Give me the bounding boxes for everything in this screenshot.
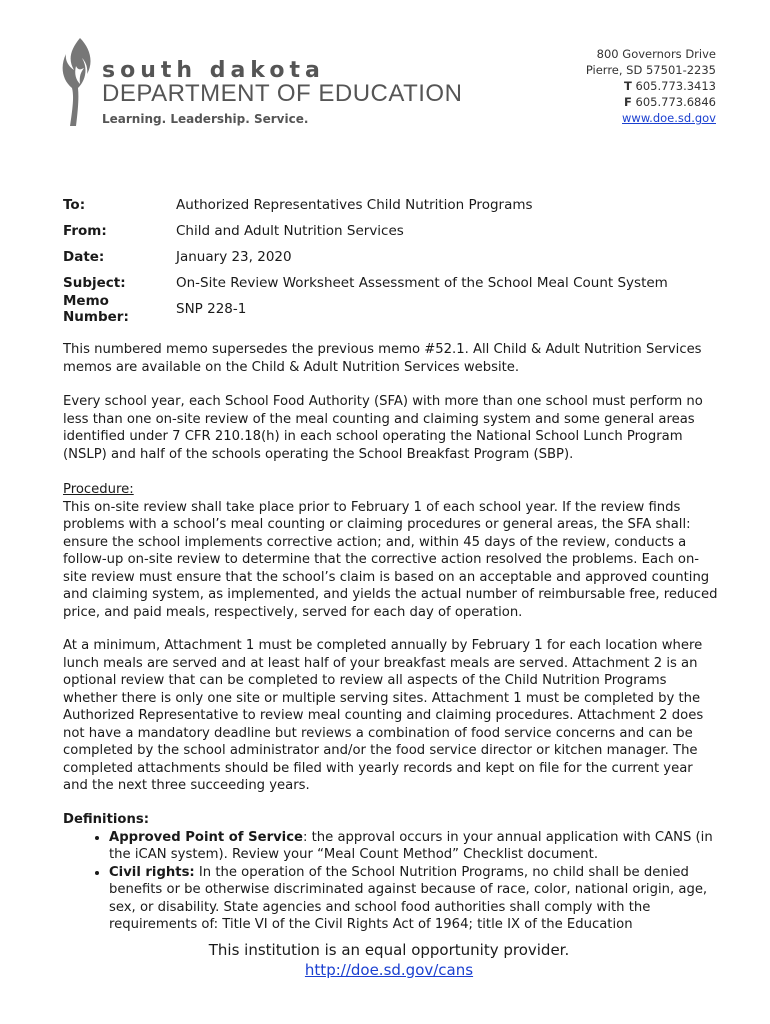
to-value: Authorized Representatives Child Nutrition Programs (176, 197, 533, 213)
paragraph-4: At a minimum, Attachment 1 must be completed annually by February 1 for each location where lunch meals are served and at least half of your breakfast meals are served. Attachment 2 is an optional review that can be completed to review all aspects of the Child Nutrition Programs whether there is only one site or multiple serving sites. Attachment 1 must be completed by the Authorized Representative to review meal counting and claiming procedures. Attachment 2 does not have a mandatory deadline but reviews a combination of food service concerns and can be completed by the school administrator and/or the food service director or kitchen manager. The completed attachments should be filed with yearly records and kept on file for the current year and the next three succeeding years. (63, 638, 704, 793)
list-item (109, 864, 718, 934)
paragraph-supersedes (63, 341, 718, 376)
definition-term: Civil rights: (109, 864, 195, 880)
logo-department-name: DEPARTMENT OF EDUCATION (102, 80, 463, 107)
phone-label: T (624, 79, 632, 93)
date-label: Date: (63, 249, 105, 265)
sd-doe-logo (62, 36, 482, 136)
flame-logo-icon (62, 36, 94, 130)
equal-opportunity-statement: This institution is an equal opportunity provider. (208, 941, 570, 959)
definitions-section (63, 811, 718, 934)
memo-date-row (63, 244, 723, 270)
subject-value: On-Site Review Worksheet Assessment of the School Meal Count System (176, 275, 668, 291)
memo-number-row (63, 293, 723, 325)
phone-line (586, 78, 716, 94)
definition-term: Approved Point of Service (109, 829, 303, 845)
procedure-section (63, 481, 718, 621)
definitions-list (63, 829, 718, 934)
paragraph-3: This on-site review shall take place prior to February 1 of each school year. If the review finds problems with a school’s meal counting or claiming procedures or general areas, the SFA shall: ensure the school implements corrective action; and, within 45 days of the review, conducts a follow-up on-site review to determine that the corrective action resolved the problems. Each on-site review must ensure that the school’s claim is based on an acceptable and approved counting and claiming system, as implemented, and yields the actual number of reimbursable free, reduced price, and paid meals, respectively, served for each day of operation. (63, 499, 718, 620)
cans-link[interactable]: http://doe.sd.gov/cans (304, 961, 474, 979)
paragraph-1: This numbered memo supersedes the previous memo #52.1. All Child & Adult Nutrition Services memos are available on the Child & Adult Nutrition Services website. (63, 342, 702, 375)
fax-line (586, 94, 716, 110)
procedure-heading: Procedure: (63, 482, 134, 497)
website-link[interactable]: www.doe.sd.gov (622, 111, 716, 125)
memo-header (63, 192, 723, 325)
address-line-2: Pierre, SD 57501-2235 (585, 63, 716, 77)
definition-text: : the approval occurs in your annual application with CANS (in the iCAN system). Review your “Meal Count Method” Checklist document. (109, 829, 713, 862)
page-footer (0, 940, 770, 980)
logo-state-name: south dakota (102, 58, 325, 83)
memo-number-label: Memo Number: (63, 293, 129, 325)
contact-address-block (586, 46, 716, 126)
memo-number-value: SNP 228-1 (176, 301, 247, 317)
memo-from-row (63, 218, 723, 244)
paragraph-attachments (63, 637, 718, 795)
fax-number: 605.773.6846 (635, 95, 716, 109)
from-label: From: (63, 223, 107, 239)
paragraph-2: Every school year, each School Food Authority (SFA) with more than one school must perform no less than one on-site review of the meal counting and claiming system and some general areas identified under 7 CFR 210.18(h) in each school operating the National School Lunch Program (NSLP) and half of the schools operating the School Breakfast Program (SBP). (63, 394, 703, 462)
from-value: Child and Adult Nutrition Services (176, 223, 404, 239)
address-line-1: 800 Governors Drive (596, 47, 716, 61)
to-label: To: (63, 197, 86, 213)
list-item (109, 829, 718, 864)
paragraph-review-requirement (63, 393, 718, 463)
phone-number: 605.773.3413 (635, 79, 716, 93)
definitions-heading: Definitions: (63, 812, 149, 827)
memo-to-row (63, 192, 723, 218)
definition-text: In the operation of the School Nutrition Programs, no child shall be denied benefits or be otherwise discriminated against because of race, color, national origin, age, sex, or disability. State agencies and school food authorities shall comply with the requirements of: Title VI of the Civil Rights Act of 1964; title IX of the Education (109, 864, 708, 932)
fax-label: F (624, 95, 632, 109)
logo-tagline: Learning. Leadership. Service. (102, 112, 309, 126)
date-value: January 23, 2020 (176, 249, 292, 265)
subject-label: Subject: (63, 275, 126, 291)
